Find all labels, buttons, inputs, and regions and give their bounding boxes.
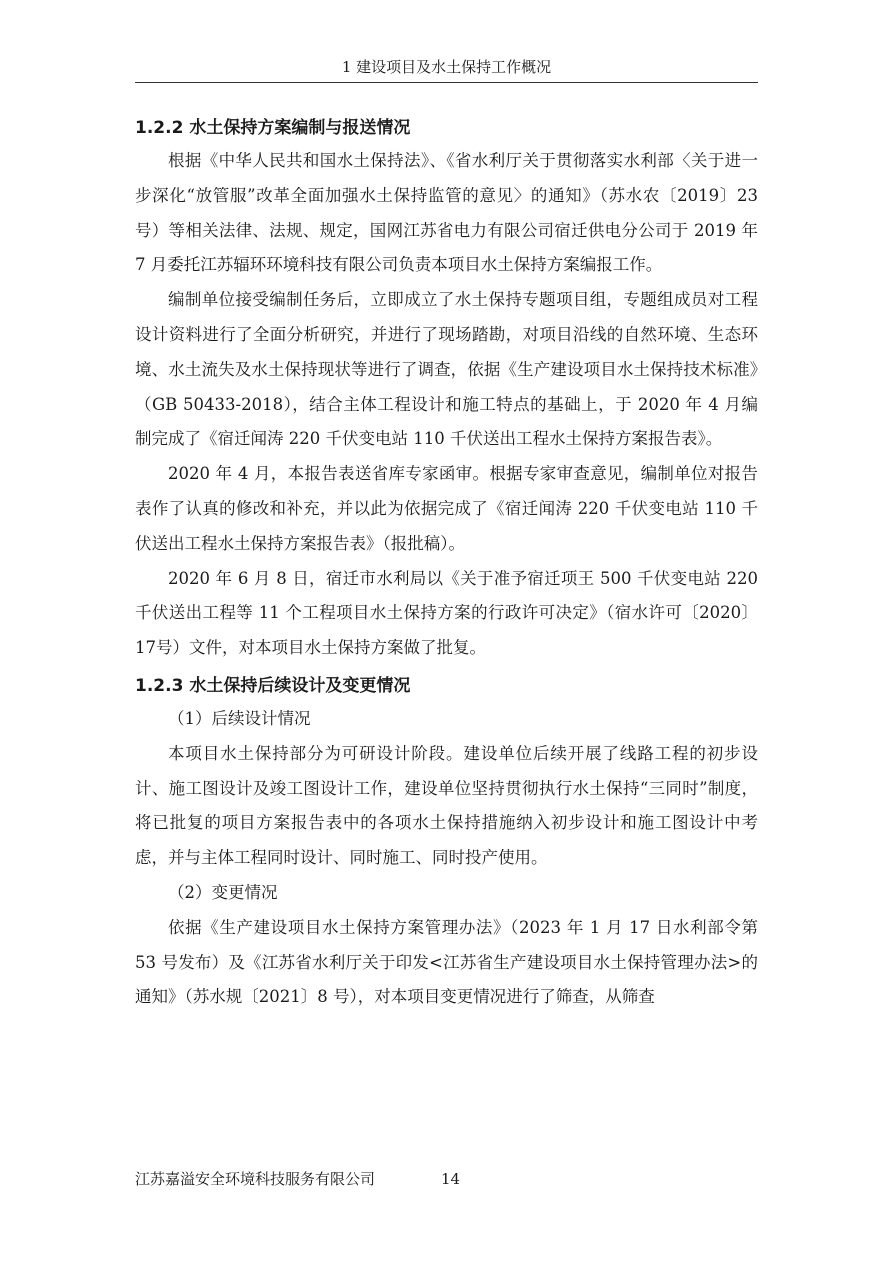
- section-heading-1-2-3: 1.2.3 水土保持后续设计及变更情况: [135, 675, 411, 696]
- page-header: 1 建设项目及水土保持工作概况: [341, 58, 552, 76]
- paragraph: 2020 年 6 月 8 日，宿迁市水利局以《关于准予宿迁项王 500 千伏变电站 220 千伏送出工程等 11 个工程项目水土保持方案的行政许可决定》（宿水许可〔2020〕17号）文件，对本项目水土保持方案做了批复。: [135, 568, 758, 658]
- paragraph: 本项目水土保持部分为可研设计阶段。建设单位后续开展了线路工程的初步设计、施工图设计及竣工图设计工作，建设单位坚持贯彻执行水土保持“三同时”制度，将已批复的项目方案报告表中的各项水土保持措施纳入初步设计和施工图设计中考虑，并与主体工程同时设计、同时施工、同时投产使用。: [135, 743, 758, 868]
- section-heading-1-2-2: 1.2.2 水土保持方案编制与报送情况: [135, 118, 411, 138]
- footer-company: 江苏嘉溢安全环境科技服务有限公司: [135, 1170, 376, 1188]
- header-rule: [135, 82, 758, 83]
- paragraph: 2020 年 4 月，本报告表送省库专家函审。根据专家审查意见，编制单位对报告表作了认真的修改和补充，并以此为依据完成了《宿迁闻涛 220 千伏变电站 110 千伏送出工程水土保持方案报告表》（报批稿）。: [135, 464, 758, 553]
- subsection-label: （1）后续设计情况: [168, 708, 311, 728]
- page-body: [135, 108, 758, 1015]
- paragraph: 根据《中华人民共和国水土保持法》、《省水利厅关于贯彻落实水利部〈关于进一步深化“放管服”改革全面加强水土保持监管的意见〉的通知》（苏水农〔2019〕23号）等相关法律、法规、规定，国网江苏省电力有限公司宿迁供电分公司于 2019 年 7 月委托江苏辐环环境科技有限公司负责本项目水土保持方案编报工作。: [135, 151, 758, 275]
- page-number: 14: [441, 1170, 461, 1188]
- subsection-label: （2）变更情况: [168, 882, 278, 902]
- paragraph: 依据《生产建设项目水土保持方案管理办法》（2023 年 1 月 17 日水利部令第 53 号发布）及《江苏省水利厅关于印发<江苏省生产建设项目水土保持管理办法>的通知》（苏水规〔2021〕8 号），对本项目变更情况进行了筛查，从筛查: [135, 917, 758, 1007]
- paragraph: 编制单位接受编制任务后，立即成立了水土保持专题项目组，专题组成员对工程设计资料进行了全面分析研究，并进行了现场踏勘，对项目沿线的自然环境、生态环境、水土流失及水土保持现状等进行了调查，依据《生产建设项目水土保持技术标准》（GB 50433-2018），结合主体工程设计和施工特点的基础上，于 2020 年 4 月编制完成了《宿迁闻涛 220 千伏变电站 110 千伏送出工程水土保持方案报告表》。: [135, 290, 758, 449]
